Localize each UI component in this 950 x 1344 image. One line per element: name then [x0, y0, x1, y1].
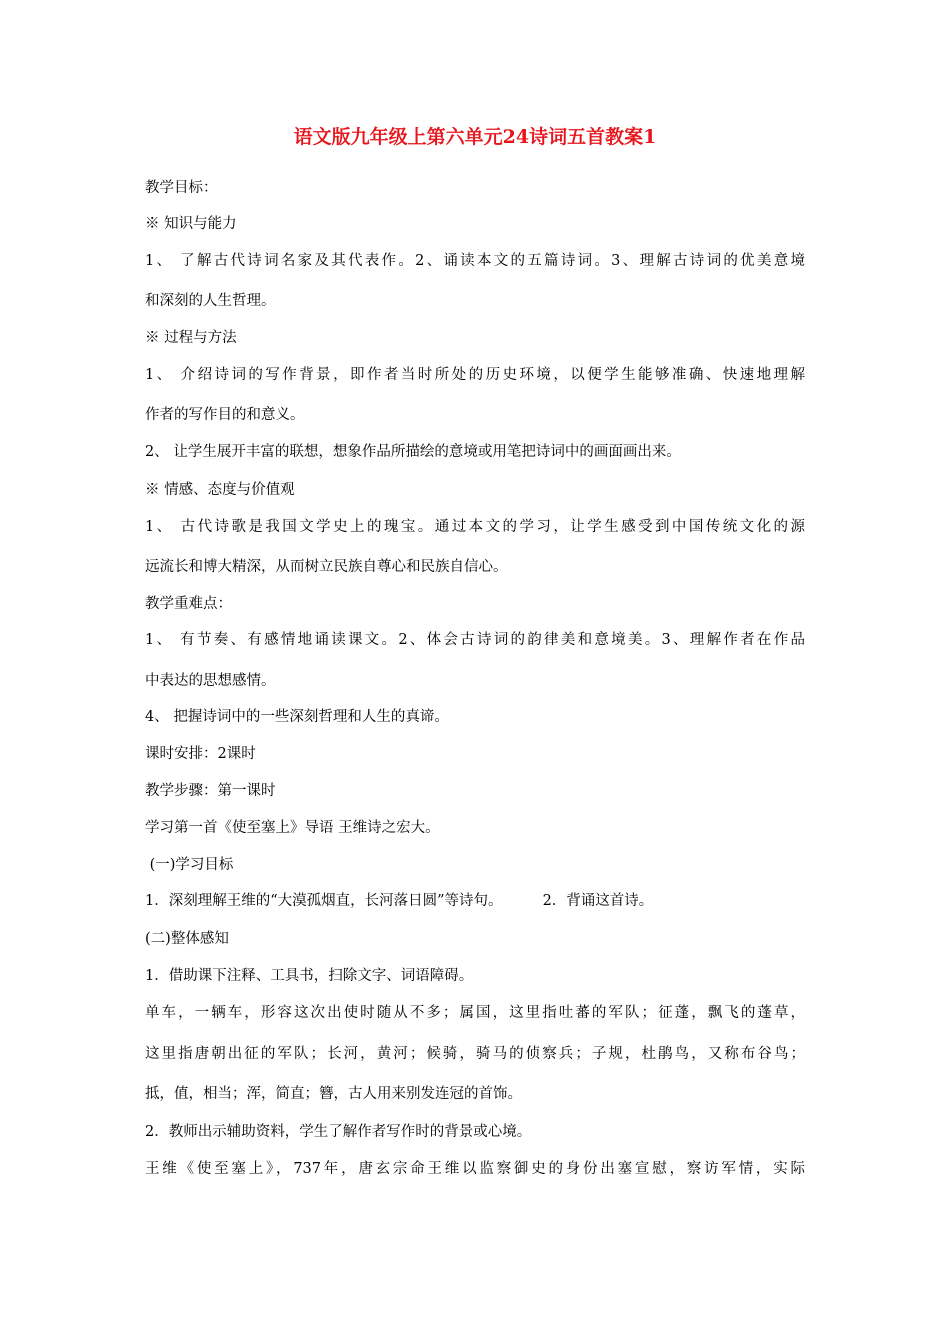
goal-item-2: 2．背诵这首诗。 — [542, 893, 654, 909]
subheading-knowledge: ※ 知识与能力 — [145, 216, 237, 232]
paragraph-line: 1、 了解古代诗词名家及其代表作。2、诵读本文的五篇诗词。3、理解古诗词的优美意境 — [145, 253, 805, 269]
section-heading-key-points: 教学重难点： — [145, 596, 232, 612]
paragraph-line: 1、 介绍诗词的写作背景，即作者当时所处的历史环境，以便学生能够准确、快速地理解 — [145, 367, 805, 383]
paragraph-line: 单车，一辆车，形容这次出使时随从不多；属国，这里指吐蕃的军队；征蓬，飘飞的蓬草， — [145, 1005, 805, 1021]
paragraph-line: 这里指唐朝出征的军队；长河，黄河；候骑，骑马的侦察兵；子规，杜鹃鸟，又称布谷鸟； — [145, 1046, 805, 1062]
paragraph-line: 1．借助课下注释、工具书，扫除文字、词语障碍。 — [145, 968, 474, 984]
subheading-learning-goals: (一)学习目标 — [145, 857, 234, 873]
paragraph-line — [145, 890, 653, 912]
paragraph-line: 2．教师出示辅助资料，学生了解作者写作时的背景或心境。 — [145, 1124, 532, 1140]
paragraph-line: 和深刻的人生哲理。 — [145, 293, 276, 309]
section-heading-objectives: 教学目标： — [145, 180, 218, 196]
paragraph-line: 王维《使至塞上》，737年，唐玄宗命王维以监察御史的身份出塞宣慰，察访军情，实际 — [145, 1161, 805, 1177]
paragraph-line: 远流长和博大精深，从而树立民族自尊心和民族自信心。 — [145, 559, 508, 575]
subheading-emotion: ※ 情感、态度与价值观 — [145, 482, 295, 498]
class-hours: 课时安排：2课时 — [145, 746, 256, 762]
paragraph-line: 1、 有节奏、有感情地诵读课文。2、体会古诗词的韵律美和意境美。3、理解作者在作品 — [145, 632, 805, 648]
paragraph-line: 4、 把握诗词中的一些深刻哲理和人生的真谛。 — [145, 709, 449, 725]
paragraph-line: 中表达的思想感情。 — [145, 673, 276, 689]
teaching-steps: 教学步骤：第一课时 — [145, 783, 276, 799]
paragraph-line: 2、 让学生展开丰富的联想，想象作品所描绘的意境或用笔把诗词中的画面画出来。 — [145, 444, 681, 460]
paragraph-line: 1、 古代诗歌是我国文学史上的瑰宝。通过本文的学习，让学生感受到中国传统文化的源 — [145, 519, 805, 535]
subheading-process: ※ 过程与方法 — [145, 330, 237, 346]
paragraph-line: 作者的写作目的和意义。 — [145, 407, 305, 423]
document-title: 语文版九年级上第六单元24诗词五首教案1 — [293, 126, 657, 148]
paragraph-line: 学习第一首《使至塞上》导语 王维诗之宏大。 — [145, 820, 440, 836]
goal-item-1: 1．深刻理解王维的“大漠孤烟直，长河落日圆”等诗句。 — [145, 893, 503, 909]
paragraph-line: 抵，值，相当；浑，简直；簪，古人用来别发连冠的首饰。 — [145, 1086, 522, 1102]
subheading-overall-perception: (二)整体感知 — [145, 931, 229, 947]
